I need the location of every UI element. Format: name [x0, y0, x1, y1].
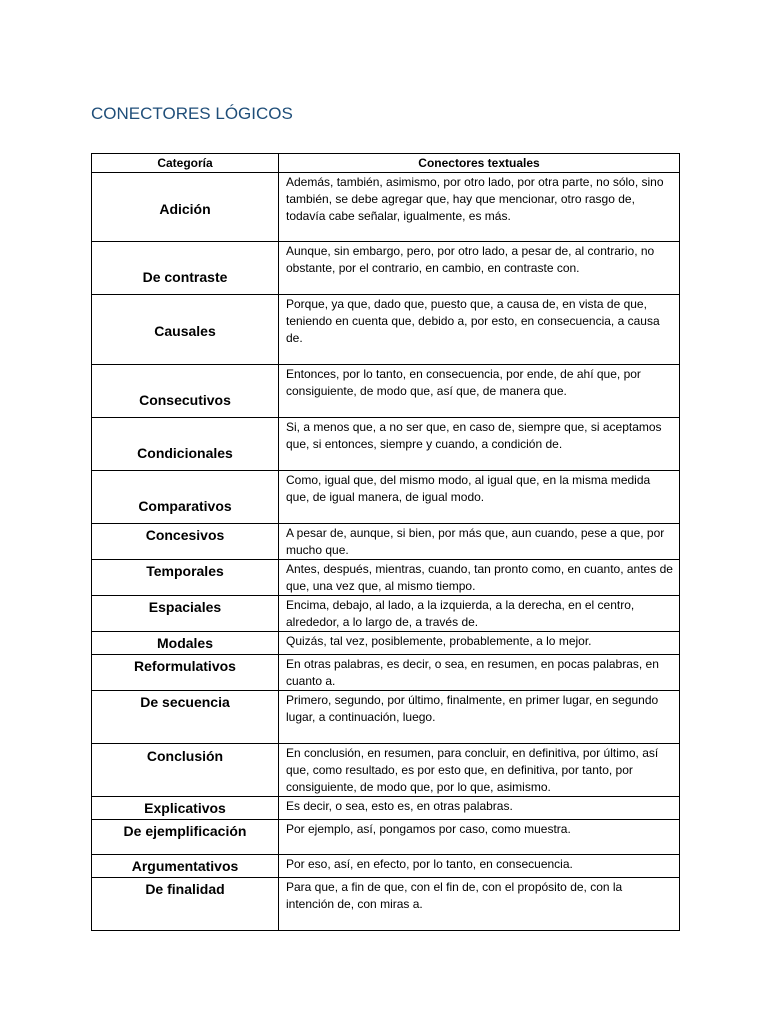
connectors-cell: Encima, debajo, al lado, a la izquierda, a la derecha, en el centro, alrededor, a lo largo de, a través de.	[279, 596, 680, 632]
category-cell: Reformulativos	[92, 655, 279, 691]
connectors-cell: Porque, ya que, dado que, puesto que, a causa de, en vista de que, teniendo en cuenta que, debido a, por esto, en consecuencia, a causa de.	[279, 295, 680, 365]
connectors-cell: Entonces, por lo tanto, en consecuencia, por ende, de ahí que, por consiguiente, de modo que, así que, de manera que.	[279, 365, 680, 418]
document-title: CONECTORES LÓGICOS	[91, 104, 293, 123]
table-row	[92, 820, 680, 855]
connectors-cell: Es decir, o sea, esto es, en otras palabras.	[279, 797, 680, 820]
table-row	[92, 242, 680, 295]
connectors-cell: Quizás, tal vez, posiblemente, probablemente, a lo mejor.	[279, 632, 680, 655]
category-cell: De ejemplificación	[92, 820, 279, 855]
header-connectors: Conectores textuales	[279, 154, 680, 173]
category-cell: Adición	[92, 173, 279, 242]
connectors-cell: Para que, a fin de que, con el fin de, con el propósito de, con la intención de, con miras a.	[279, 878, 680, 931]
table-row	[92, 691, 680, 744]
connectors-cell: En otras palabras, es decir, o sea, en resumen, en pocas palabras, en cuanto a.	[279, 655, 680, 691]
category-cell: Explicativos	[92, 797, 279, 820]
connectors-cell: Por ejemplo, así, pongamos por caso, como muestra.	[279, 820, 680, 855]
table-header-row	[92, 154, 680, 173]
category-cell: Concesivos	[92, 524, 279, 560]
connectors-cell: Si, a menos que, a no ser que, en caso de, siempre que, si aceptamos que, si entonces, siempre y cuando, a condición de.	[279, 418, 680, 471]
connectors-cell: En conclusión, en resumen, para concluir, en definitiva, por último, así que, como resultado, es por esto que, en definitiva, por tanto, por consiguiente, de modo que, por lo que, asimismo.	[279, 744, 680, 797]
connectors-cell: Primero, segundo, por último, finalmente, en primer lugar, en segundo lugar, a continuación, luego.	[279, 691, 680, 744]
header-category: Categoría	[92, 154, 279, 173]
category-cell: Consecutivos	[92, 365, 279, 418]
connectors-cell: A pesar de, aunque, si bien, por más que, aun cuando, pese a que, por mucho que.	[279, 524, 680, 560]
table-row	[92, 365, 680, 418]
table-row	[92, 632, 680, 655]
table-row	[92, 878, 680, 931]
category-cell: De finalidad	[92, 878, 279, 931]
connectors-cell: Aunque, sin embargo, pero, por otro lado, a pesar de, al contrario, no obstante, por el contrario, en cambio, en contraste con.	[279, 242, 680, 295]
category-cell: Temporales	[92, 560, 279, 596]
connectors-cell: Por eso, así, en efecto, por lo tanto, en consecuencia.	[279, 855, 680, 878]
category-cell: Espaciales	[92, 596, 279, 632]
category-cell: Condicionales	[92, 418, 279, 471]
category-cell: Comparativos	[92, 471, 279, 524]
table-row	[92, 655, 680, 691]
table-row	[92, 173, 680, 242]
table-row	[92, 560, 680, 596]
table-row	[92, 295, 680, 365]
connectors-cell: Antes, después, mientras, cuando, tan pronto como, en cuanto, antes de que, una vez que, al mismo tiempo.	[279, 560, 680, 596]
category-cell: Modales	[92, 632, 279, 655]
table-row	[92, 596, 680, 632]
table-row	[92, 797, 680, 820]
table-row	[92, 855, 680, 878]
table-row	[92, 524, 680, 560]
category-cell: Argumentativos	[92, 855, 279, 878]
category-cell: De secuencia	[92, 691, 279, 744]
category-cell: Causales	[92, 295, 279, 365]
category-cell: De contraste	[92, 242, 279, 295]
table-row	[92, 744, 680, 797]
connectors-table	[91, 153, 680, 931]
connectors-cell: Como, igual que, del mismo modo, al igual que, en la misma medida que, de igual manera, de igual modo.	[279, 471, 680, 524]
connectors-cell: Además, también, asimismo, por otro lado, por otra parte, no sólo, sino también, se debe agregar que, hay que mencionar, otro rasgo de, todavía cabe señalar, igualmente, es más.	[279, 173, 680, 242]
table-row	[92, 471, 680, 524]
table-row	[92, 418, 680, 471]
category-cell: Conclusión	[92, 744, 279, 797]
